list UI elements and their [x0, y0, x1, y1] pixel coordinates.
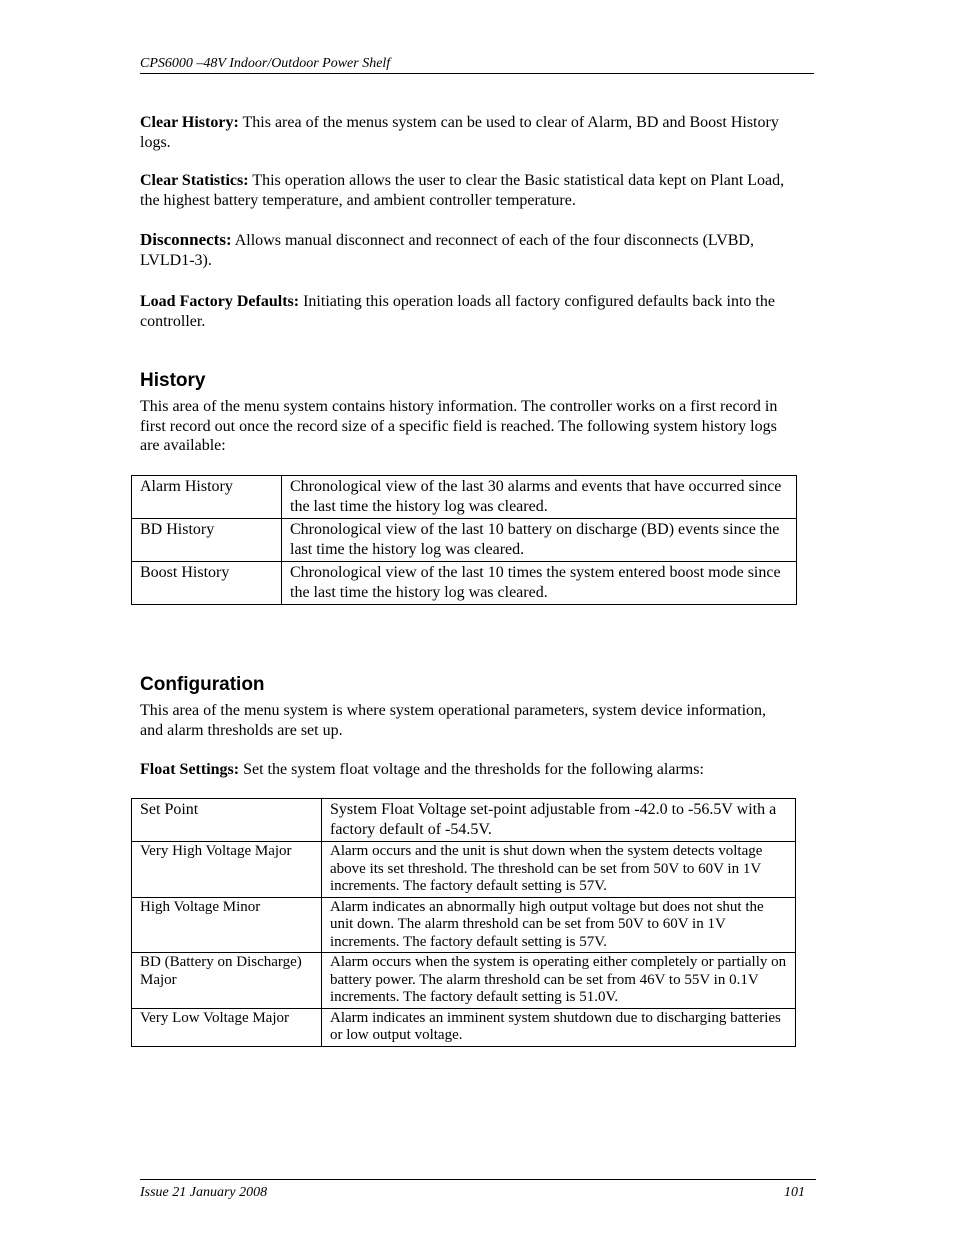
- float-settings-table: [131, 798, 796, 1047]
- history-name-cell: Alarm History: [132, 476, 282, 519]
- setting-name-cell: High Voltage Minor: [132, 897, 322, 953]
- setting-name-cell: Very Low Voltage Major: [132, 1008, 322, 1046]
- setting-desc-cell: Alarm occurs and the unit is shut down when the system detects voltage above its set threshold. The threshold can be set from 50V to 60V in 1V increments. The factory default setting is 57V.: [322, 842, 796, 898]
- table-row: [132, 799, 796, 842]
- history-intro: This area of the menu system contains history information. The controller works on a first record in first record out once the record size of a specific field is reached. The following system history logs are available:: [140, 398, 778, 454]
- header-title: CPS6000 –48V Indoor/Outdoor Power Shelf: [140, 56, 391, 71]
- configuration-heading: Configuration: [140, 674, 265, 695]
- setting-name-cell: BD (Battery on Discharge) Major: [132, 953, 322, 1009]
- clear-history-label: Clear History:: [140, 114, 239, 131]
- history-desc-cell: Chronological view of the last 10 battery on discharge (BD) events since the last time the history log was cleared.: [282, 519, 797, 562]
- setting-desc-cell: Alarm indicates an imminent system shutdown due to discharging batteries or low output voltage.: [322, 1008, 796, 1046]
- load-factory-defaults-label: Load Factory Defaults:: [140, 293, 300, 310]
- clear-history-text: This area of the menus system can be used to clear of Alarm, BD and Boost History logs.: [140, 114, 779, 151]
- table-row: [132, 1008, 796, 1046]
- clear-statistics-text: This operation allows the user to clear the Basic statistical data kept on Plant Load, the highest battery temperature, and ambient controller temperature.: [140, 172, 785, 209]
- float-settings-text: Set the system float voltage and the thresholds for the following alarms:: [239, 761, 704, 778]
- setting-name-cell: Set Point: [132, 799, 322, 842]
- clear-history-paragraph: [140, 113, 790, 152]
- page-number: 101: [784, 1185, 805, 1200]
- history-heading: History: [140, 370, 206, 391]
- disconnects-paragraph: [140, 230, 790, 270]
- disconnects-text: Allows manual disconnect and reconnect of each of the four disconnects (LVBD, LVLD1-3).: [140, 232, 754, 269]
- float-settings-paragraph: [140, 760, 790, 780]
- load-factory-defaults-text: Initiating this operation loads all factory configured defaults back into the controller.: [140, 293, 775, 330]
- history-name-cell: Boost History: [132, 562, 282, 605]
- setting-desc-cell: Alarm occurs when the system is operating either completely or partially on battery power. The alarm threshold can be set from 46V to 55V in 0.1V increments. The factory default setting is 51.0V.: [322, 953, 796, 1009]
- setting-name-cell: Very High Voltage Major: [132, 842, 322, 898]
- page-header: [140, 56, 814, 74]
- disconnects-label: Disconnects:: [140, 230, 232, 249]
- history-table: [131, 475, 797, 605]
- page-footer: [140, 1179, 816, 1200]
- history-name-cell: BD History: [132, 519, 282, 562]
- table-row: [132, 842, 796, 898]
- clear-statistics-label: Clear Statistics:: [140, 172, 249, 189]
- load-factory-defaults-paragraph: [140, 292, 790, 331]
- setting-desc-cell: Alarm indicates an abnormally high output voltage but does not shut the unit down. The alarm threshold can be set from 50V to 60V in 1V increments. The factory default setting is 57V.: [322, 897, 796, 953]
- clear-statistics-paragraph: [140, 171, 790, 210]
- table-row: [132, 562, 797, 605]
- float-settings-label: Float Settings:: [140, 761, 240, 778]
- table-row: [132, 476, 797, 519]
- setting-desc-cell: System Float Voltage set-point adjustable from -42.0 to -56.5V with a factory default of -54.5V.: [322, 799, 796, 842]
- history-desc-cell: Chronological view of the last 30 alarms and events that have occurred since the last time the history log was cleared.: [282, 476, 797, 519]
- configuration-intro: This area of the menu system is where system operational parameters, system device information, and alarm thresholds are set up.: [140, 702, 767, 739]
- table-row: [132, 953, 796, 1009]
- footer-issue: Issue 21 January 2008: [140, 1185, 268, 1200]
- history-desc-cell: Chronological view of the last 10 times the system entered boost mode since the last time the history log was cleared.: [282, 562, 797, 605]
- table-row: [132, 897, 796, 953]
- table-row: [132, 519, 797, 562]
